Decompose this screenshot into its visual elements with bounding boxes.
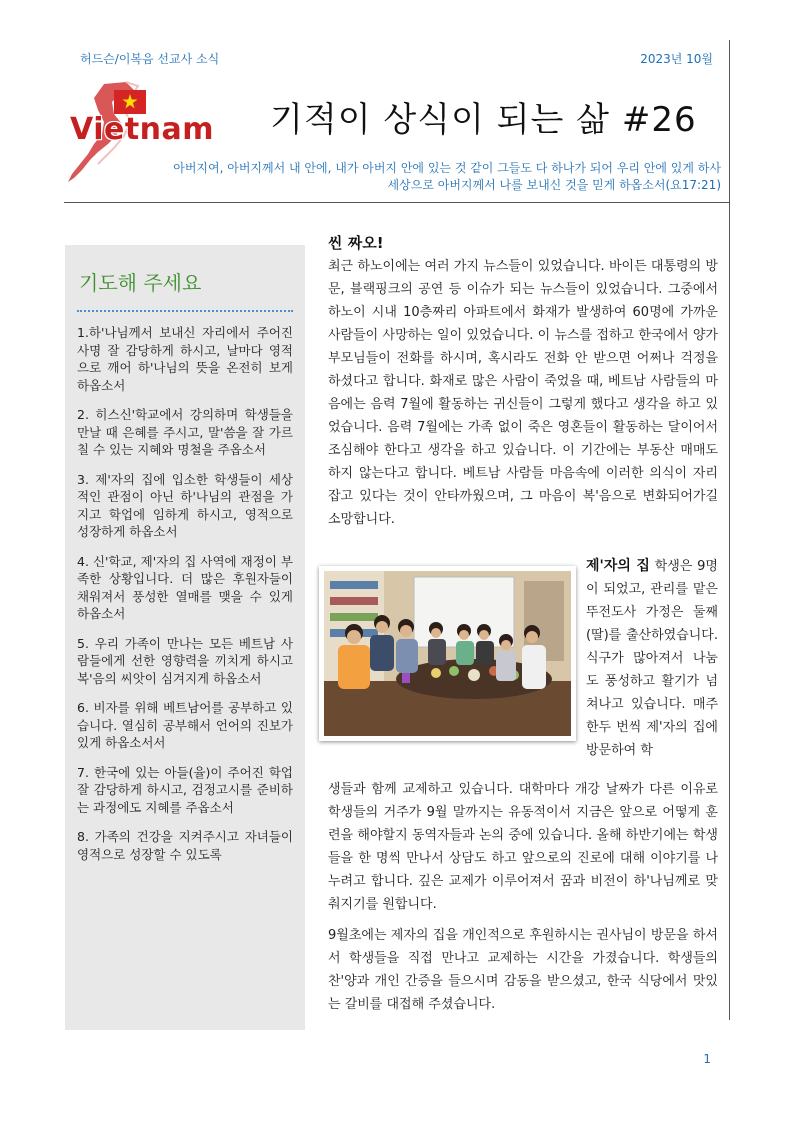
article-body-continued [328, 778, 718, 1024]
header-date: 2023년 10월 [640, 52, 713, 66]
newsletter-title: 기적이 상식이 되는 삶 #26 [270, 100, 697, 140]
header-divider [64, 202, 729, 203]
disciple-house-text [586, 555, 718, 762]
prayer-item: 5. 우리 가족이 만나는 모든 베트남 사람들에게 선한 영향력을 끼치게 하시고 복'음의 씨앗이 심겨지게 하옵소서 [77, 635, 293, 686]
verse-line-2: 세상으로 아버지께서 나를 보내신 것을 믿게 하옵소서(요17:21) [387, 178, 721, 192]
article-body [328, 255, 718, 539]
header-left: 허드슨/이복음 선교사 소식 [80, 52, 220, 66]
disciple-house-body: 학생은 9명이 되었고, 관리를 맡은 뚜전도사 가정은 둘째(딸)를 출산하였습니다. 식구가 많아져서 나눔도 풍성하고 활기가 넘쳐나고 있습니다. 매주 한두 번씩 제'자의 집에 방문하여 학 [586, 559, 718, 758]
prayer-item: 4. 신'학교, 제'자의 집 사역에 재정이 부족한 상황입니다. 더 많은 후원자들이 채워져서 풍성한 열매를 맺을 수 있게 하옵소서 [77, 553, 293, 621]
logo-wordmark: Vietnam [70, 112, 215, 147]
right-vertical-rule [729, 40, 730, 1020]
disciple-house-heading: 제'자의 집 [586, 558, 650, 574]
prayer-divider [77, 310, 293, 312]
prayer-item: 6. 비자를 위해 베트남어를 공부하고 있습니다. 열심히 공부해서 언어의 진보가 있게 하옵소서서 [77, 700, 293, 750]
article-paragraph: 최근 하노이에는 여러 가지 뉴스들이 있었습니다. 바이든 대통령의 방문, 블랙핑크의 공연 등 이슈가 되는 뉴스들이 있었습니다. 그중에서 하노이 시내 10층짜리 아파트에서 화재가 발생하여 60명에 가까운 사람들이 사망하는 일이 있었습니다. 이 뉴스를 접하고 한국에서 양가 부모님들이 전화를 하시며, 혹시라도 전화 안 받으면 어쩌나 걱정을 하셨다고 합니다. 화재로 많은 사람이 죽었을 때, 베트남 사람들의 마음에는 음력 7월에 활동하는 귀신들이 그렇게 했다고 생각을 하고 있었습니다. 음력 7월에는 가족 없이 죽은 영혼들이 활동하는 달이어서 조심해야 한다고 생각을 하고 있습니다. 이 기간에는 부동산 매매도 하지 않는다고 합니다. 베트남 사람들 마음속에 이러한 의식이 자리 잡고 있다는 것이 안타까웠으며, 그 마음이 복'음으로 변화되어가길 소망합니다. [328, 259, 718, 527]
group-photo [319, 566, 576, 741]
verse-line-1: 아버지여, 아버지께서 내 안에, 내가 아버지 안에 있는 것 같이 그들도 다 하나가 되어 우리 안에 있게 하사 [173, 161, 721, 175]
article-paragraph: 생들과 함께 교제하고 있습니다. 대학마다 개강 날짜가 다른 이유로 학생들의 거주가 9월 말까지는 유동적이서 지금은 앞으로 어떻게 훈련을 해야할지 동역자들과 논의 중에 있습니다. 올해 하반기에는 학생들을 한 명씩 만나서 상담도 하고 앞으로의 진로에 대해 이야기를 나누려고 합니다. 깊은 교제가 이루어져서 꿈과 비전이 하'나님께로 맞춰지기를 원합니다. [328, 782, 718, 912]
prayer-item: 8. 가족의 건강을 지켜주시고 자녀들이 영적으로 성장할 수 있도록 [77, 829, 293, 862]
article-paragraph: 9월초에는 제자의 집을 개인적으로 후원하시는 권사님이 방문을 하셔서 학생들을 직접 만나고 교제하는 시간을 가졌습니다. 학생들의 찬'양과 개인 간증을 들으시며 감동을 받으셨고, 한국 식당에서 맛있는 갈비를 대접해 주셨습니다. [328, 928, 718, 1012]
bible-verse [161, 160, 721, 194]
prayer-sidebar [65, 245, 305, 1030]
prayer-title: 기도해 주세요 [79, 271, 202, 295]
prayer-item: 2. 히스신'학교에서 강의하며 학생들을 만날 때 은혜를 주시고, 말'씀을 잘 가르칠 수 있는 지혜와 명철을 주옵소서 [77, 407, 293, 457]
article-greeting: 씬 짜오! [328, 234, 384, 252]
page-number: 1 [703, 1052, 711, 1066]
prayer-item: 1.하'나님께서 보내신 자리에서 주어진 사명 잘 감당하게 하시고, 날마다 영적으로 깨어 하'나님의 뜻을 온전히 보게 하옵소서 [77, 325, 293, 393]
prayer-item: 7. 한국에 있는 아들(율)이 주어진 학업 잘 감당하게 하시고, 검정고시를 준비하는 과정에도 지혜를 주옵소서 [77, 764, 293, 815]
prayer-item: 3. 제'자의 집에 입소한 학생들이 세상적인 관점이 아닌 하'나님의 관점을 가지고 학업에 임하게 하시고, 영적으로 성장하게 하옵소서 [77, 471, 293, 539]
